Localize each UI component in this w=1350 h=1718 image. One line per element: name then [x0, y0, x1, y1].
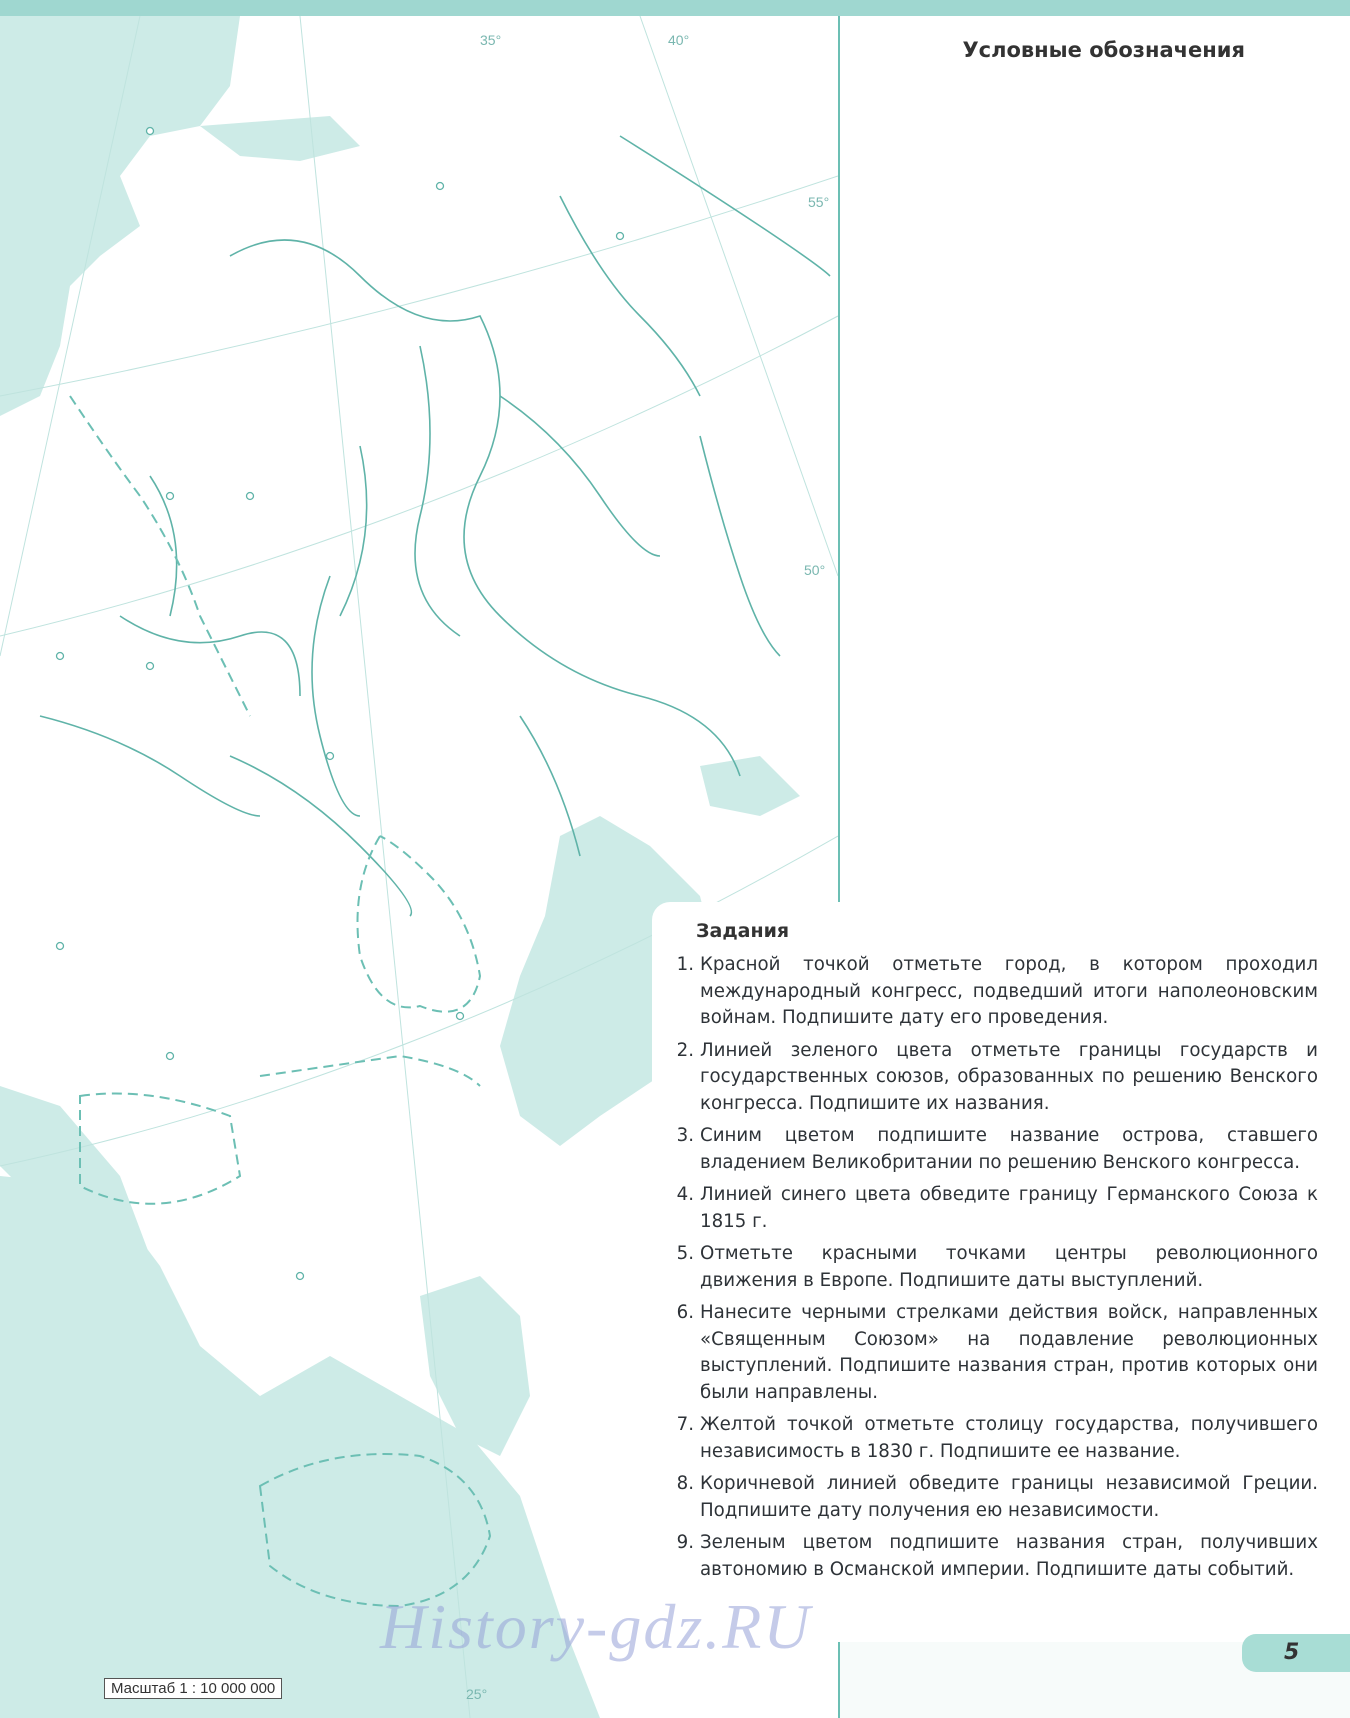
task-text: Линией зеленого цвета отметьте границы государств и государственных союзов, образованных по решению Венского конгресса. Подпишите их названия.: [700, 1039, 1318, 1114]
task-item: [668, 1123, 1318, 1176]
task-item: [668, 952, 1318, 1032]
task-number: 2.: [676, 1039, 694, 1061]
legend-title: Условные обозначения: [962, 38, 1245, 62]
task-number: 8.: [676, 1473, 694, 1494]
grid-label: 40°: [668, 32, 690, 48]
sea-of-azov: [700, 756, 800, 816]
watermark: History-gdz.RU: [380, 1591, 812, 1662]
task-text: Нанесите черными стрелками действия войск, направленных «Священным Союзом» на подавление революционных выступлений. Подпишите названия стран, против которых они были направлены.: [700, 1302, 1318, 1403]
task-number: 7.: [676, 1414, 694, 1435]
task-text: Красной точкой отметьте город, в котором проходил международный конгресс, подведший итоги наполеоновским войнам. Подпишите дату его проведения.: [700, 954, 1318, 1028]
task-item: [668, 1300, 1318, 1406]
tasks-list: [668, 952, 1318, 1589]
legend-panel: [840, 16, 1350, 906]
task-text: Коричневой линией обведите границы независимой Греции. Подпишите дату получения ею независимости.: [700, 1473, 1318, 1521]
task-item: [668, 1530, 1318, 1583]
task-number: 1.: [676, 954, 694, 975]
task-item: [668, 1182, 1318, 1235]
grid-label: 50°: [804, 562, 826, 578]
task-text: Зеленым цветом подпишите названия стран, получивших автономию в Османской империи. Подпишите даты событий.: [700, 1532, 1318, 1580]
task-text: Синим цветом подпишите название острова, ставшего владением Великобритании по решению Венского конгресса.: [700, 1125, 1318, 1173]
map-scale: Масштаб 1 : 10 000 000: [104, 1678, 282, 1699]
grid-label: 25°: [466, 1686, 488, 1702]
task-number: 4.: [676, 1184, 694, 1205]
task-item: [668, 1412, 1318, 1465]
task-text: Отметьте красными точками центры революционного движения в Европе. Подпишите даты выступлений.: [700, 1243, 1318, 1291]
grid-label: 35°: [480, 32, 502, 48]
task-number: 6.: [676, 1302, 694, 1323]
page-number-badge: [1242, 1634, 1350, 1672]
task-text: Желтой точкой отметьте столицу государства, получившего независимость в 1830 г. Подпишите ее название.: [700, 1414, 1318, 1462]
tasks-panel: [652, 902, 1350, 1642]
task-number: 3.: [676, 1125, 694, 1146]
task-text: Линией синего цвета обведите границу Германского Союза к 1815 г.: [700, 1184, 1318, 1232]
task-item: [668, 1471, 1318, 1524]
baltic-sea: [0, 16, 240, 416]
task-number: 9.: [676, 1532, 694, 1553]
task-item: [668, 1241, 1318, 1294]
gulf-of-finland: [200, 116, 360, 161]
page-number: 5: [1284, 1640, 1300, 1665]
task-number: 5.: [676, 1243, 694, 1264]
tasks-heading: Задания: [696, 920, 790, 942]
grid-label: 55°: [808, 194, 830, 210]
top-color-band: [0, 0, 1350, 16]
task-item: [668, 1038, 1318, 1118]
